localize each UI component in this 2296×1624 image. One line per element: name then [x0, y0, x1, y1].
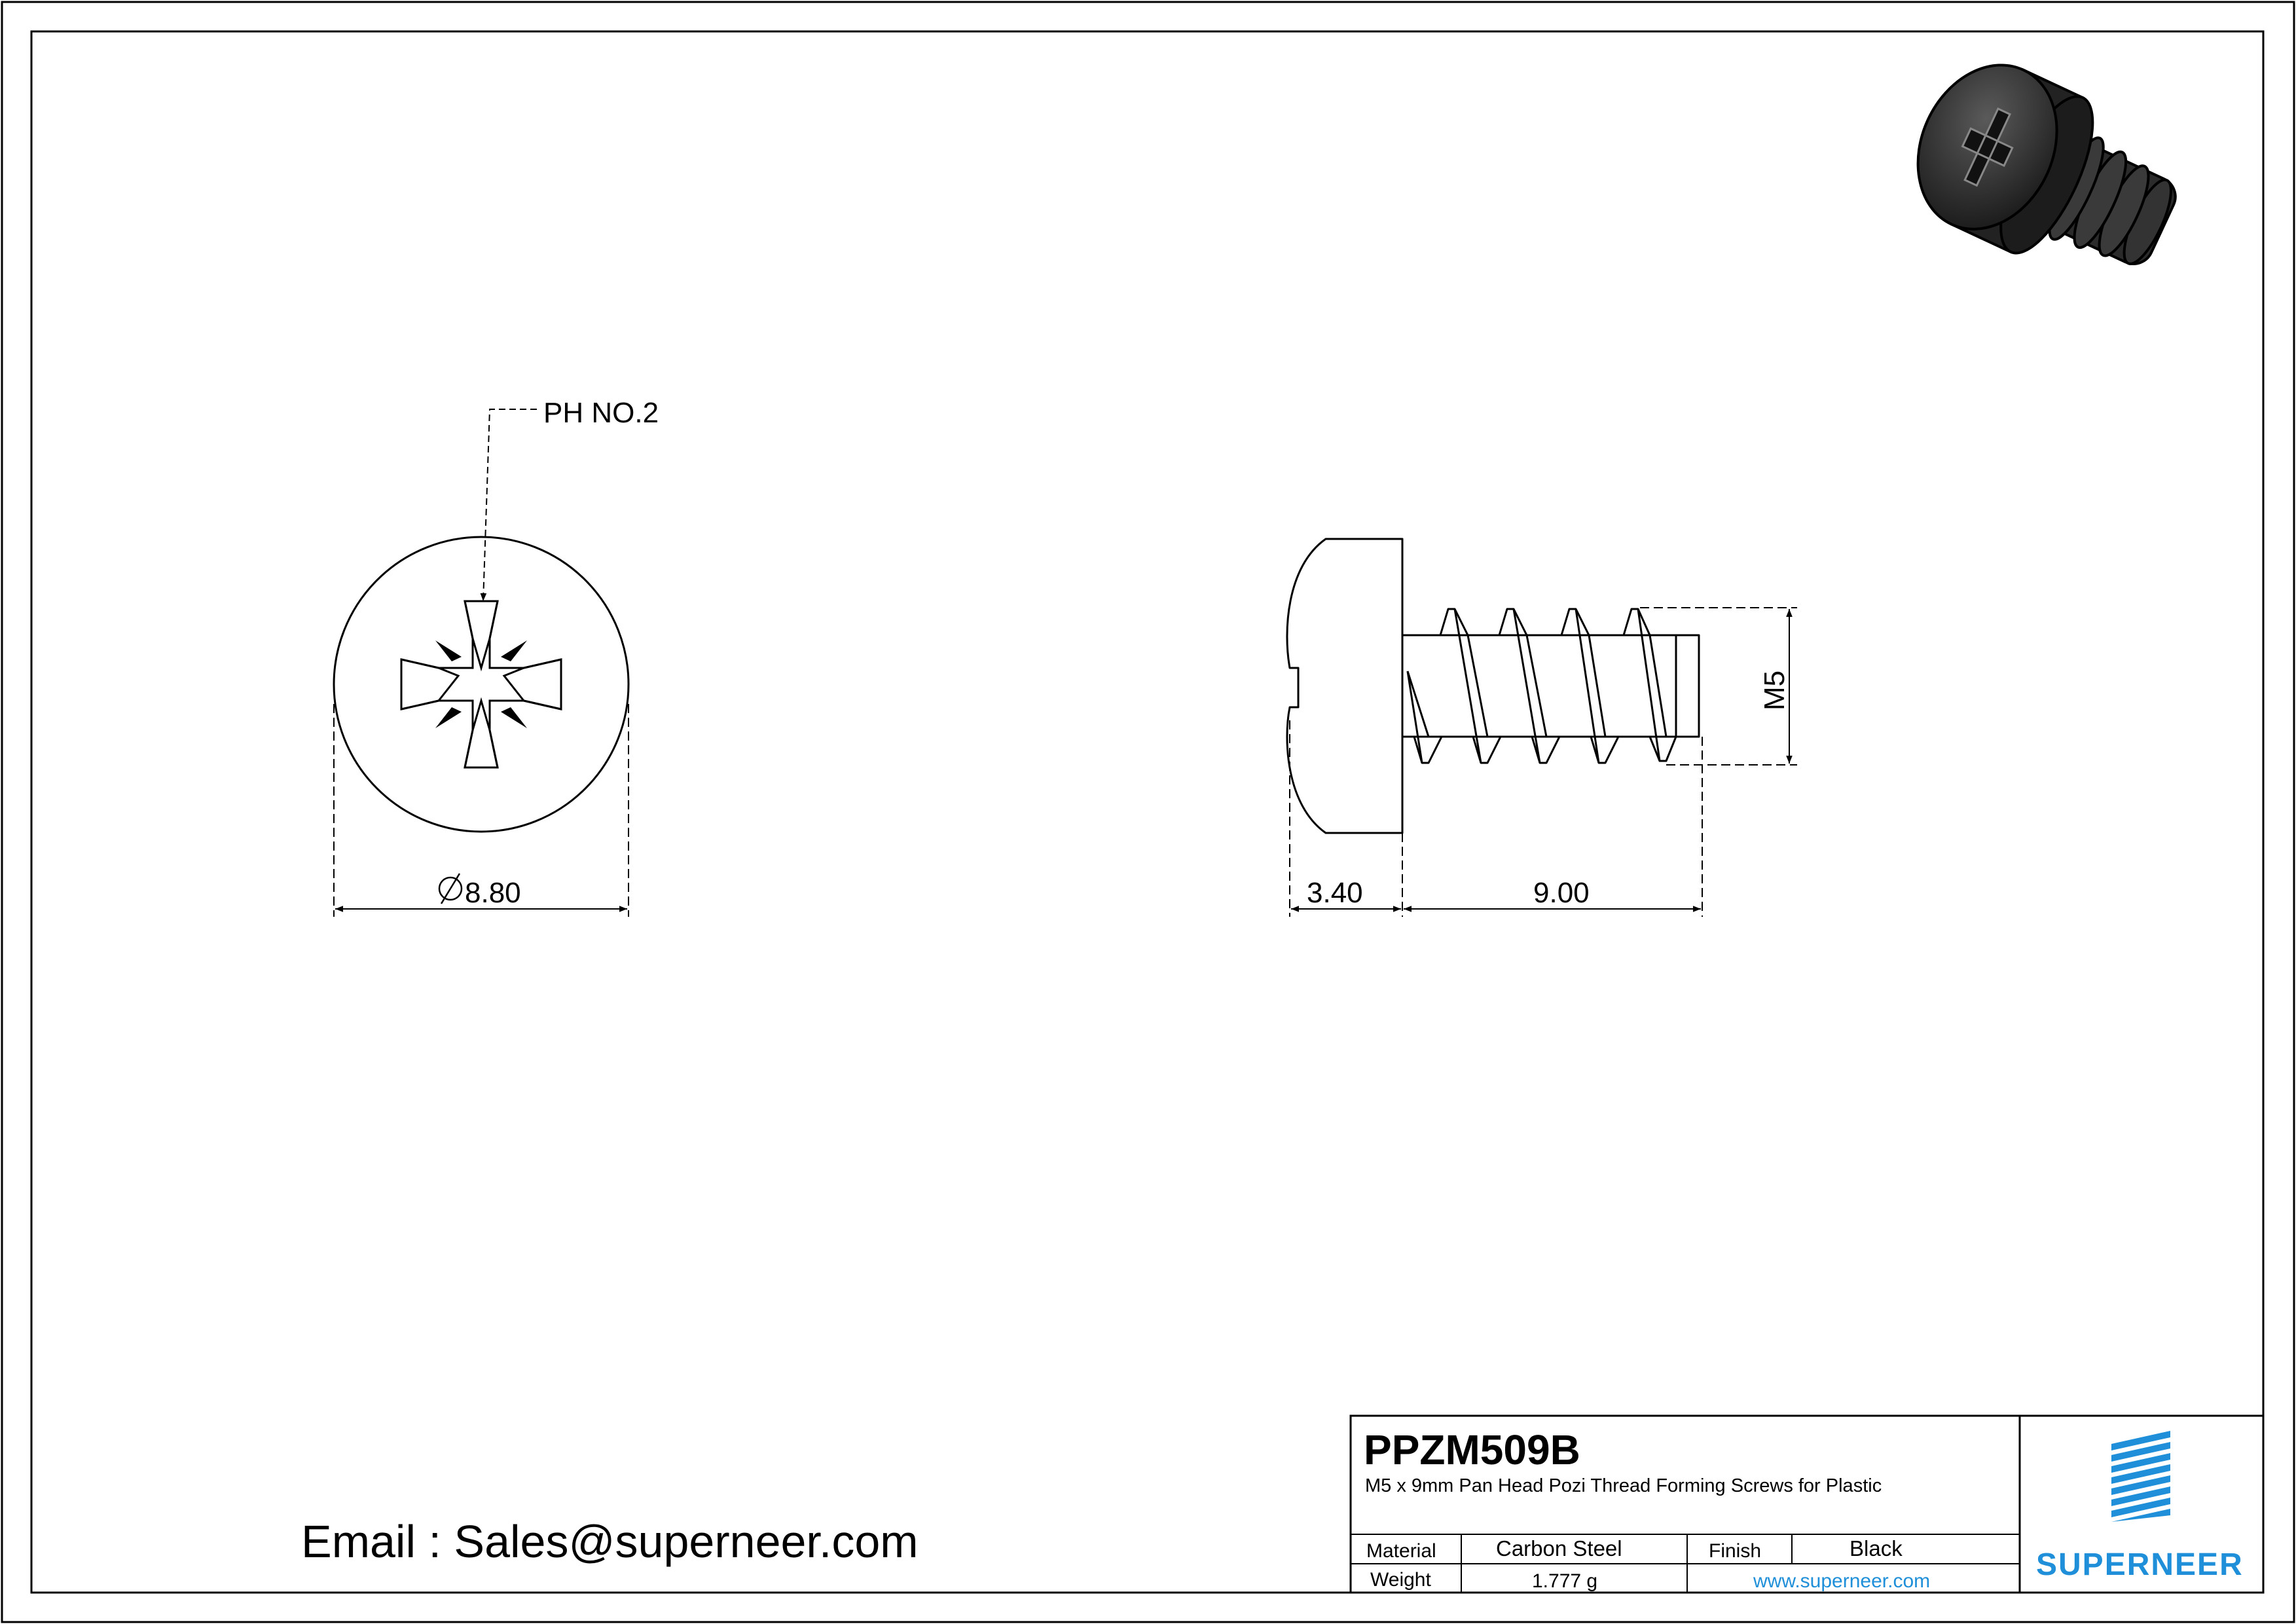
head-circle: [334, 537, 629, 832]
material-value: Carbon Steel: [1496, 1536, 1622, 1560]
head-height-value: 3.40: [1307, 877, 1363, 909]
title-block: [1351, 1416, 2263, 1593]
side-view: [1287, 539, 1699, 833]
pan-head-outline: [1287, 539, 1402, 833]
sheet-frame: [31, 31, 2263, 1593]
thread-size-value: M5: [1758, 670, 1791, 710]
head-diameter-value: 8.80: [465, 877, 521, 909]
pozi-ticks: [435, 640, 527, 728]
part-description: M5 x 9mm Pan Head Pozi Thread Forming Screws for Plastic: [1365, 1475, 1882, 1496]
part-number: PPZM509B: [1364, 1426, 1580, 1473]
pozi-recess: [401, 601, 561, 767]
website-link[interactable]: www.superneer.com: [1753, 1570, 1931, 1592]
thread-bottom: [1414, 737, 1676, 763]
weight-value: 1.777 g: [1532, 1570, 1598, 1592]
top-view: [334, 397, 659, 917]
finish-label: Finish: [1709, 1540, 1762, 1562]
material-label: Material: [1366, 1540, 1436, 1562]
contact-email: Email : Sales@superneer.com: [301, 1516, 919, 1567]
superneer-logo-text: SUPERNEER: [2036, 1547, 2244, 1582]
diameter-symbol-icon: [439, 874, 462, 904]
thread-top: [1440, 609, 1650, 635]
drive-callout: PH NO.2: [543, 397, 659, 429]
weight-label: Weight: [1370, 1569, 1431, 1591]
length-value: 9.00: [1533, 877, 1590, 909]
sheet-outer-border: [2, 2, 2294, 1622]
finish-value: Black: [1850, 1536, 1903, 1560]
screw-3d-render-icon: [1892, 43, 2198, 306]
drive-leader-line: [483, 409, 537, 601]
